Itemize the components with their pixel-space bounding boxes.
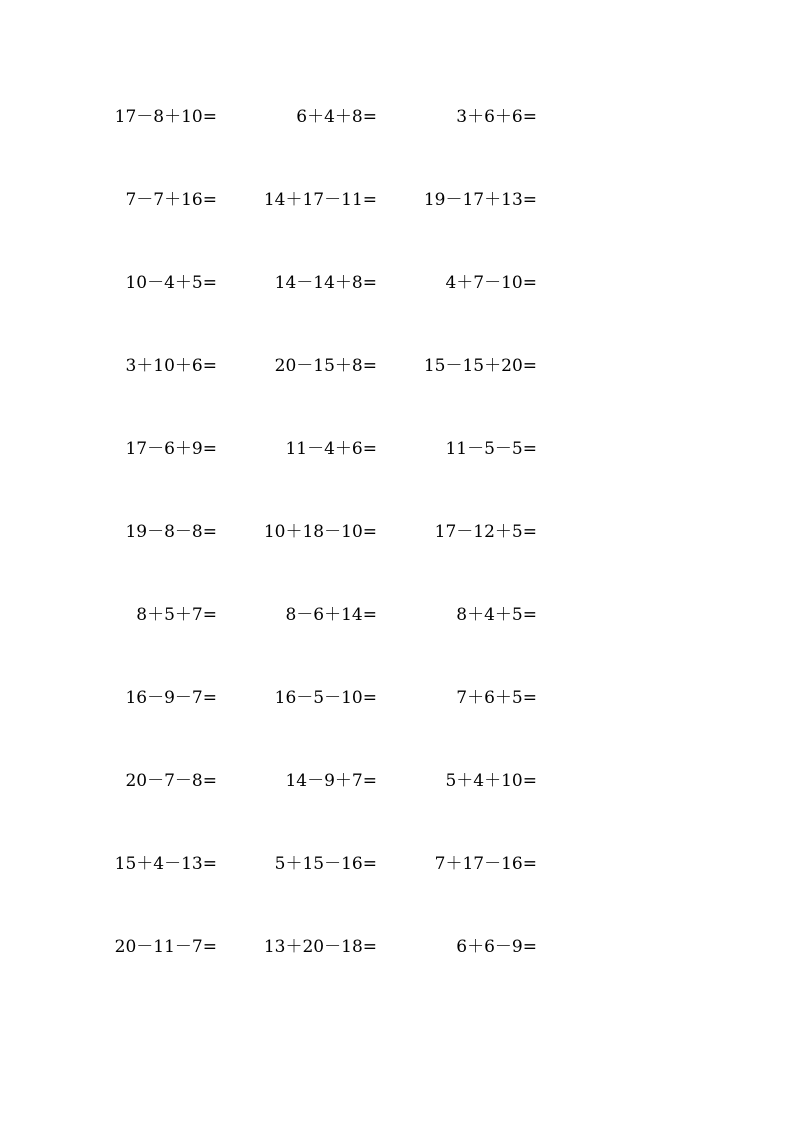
- exercise-item: 3＋6＋6=: [456, 107, 537, 127]
- exercise-item: 17－12＋5=: [434, 522, 537, 542]
- exercise-row: [0, 270, 794, 353]
- exercise-item: 17－8＋10=: [114, 107, 217, 127]
- exercise-item: 17－6＋9=: [125, 439, 217, 459]
- exercise-item: 14－9＋7=: [285, 771, 377, 791]
- exercise-row: [0, 602, 794, 685]
- exercise-item: 7＋6＋5=: [456, 688, 537, 708]
- exercise-item: 14＋17－11=: [263, 190, 377, 210]
- exercise-row: [0, 104, 794, 187]
- exercise-item: 14－14＋8=: [274, 273, 377, 293]
- exercise-item: 8＋4＋5=: [456, 605, 537, 625]
- exercise-item: 3＋10＋6=: [125, 356, 217, 376]
- exercise-item: 15＋4－13=: [114, 854, 217, 874]
- exercise-grid: [0, 104, 794, 1017]
- exercise-item: 6＋4＋8=: [296, 107, 377, 127]
- exercise-row: [0, 436, 794, 519]
- exercise-item: 20－7－8=: [125, 771, 217, 791]
- exercise-row: [0, 685, 794, 768]
- exercise-item: 15－15＋20=: [423, 356, 537, 376]
- exercise-row: [0, 519, 794, 602]
- exercise-item: 13＋20－18=: [263, 937, 377, 957]
- exercise-item: 7＋17－16=: [434, 854, 537, 874]
- exercise-item: 4＋7－10=: [445, 273, 537, 293]
- exercise-item: 20－11－7=: [114, 937, 217, 957]
- exercise-row: [0, 187, 794, 270]
- exercise-item: 5＋15－16=: [274, 854, 377, 874]
- exercise-item: 11－4＋6=: [285, 439, 377, 459]
- exercise-item: 8＋5＋7=: [136, 605, 217, 625]
- exercise-item: 20－15＋8=: [274, 356, 377, 376]
- exercise-item: 19－8－8=: [125, 522, 217, 542]
- exercise-item: 7－7＋16=: [125, 190, 217, 210]
- exercise-row: [0, 353, 794, 436]
- exercise-item: 6＋6－9=: [456, 937, 537, 957]
- exercise-item: 19－17＋13=: [423, 190, 537, 210]
- exercise-row: [0, 768, 794, 851]
- exercise-item: 16－5－10=: [274, 688, 377, 708]
- exercise-item: 5＋4＋10=: [445, 771, 537, 791]
- exercise-item: 11－5－5=: [445, 439, 537, 459]
- exercise-item: 10＋18－10=: [263, 522, 377, 542]
- exercise-row: [0, 934, 794, 1017]
- exercise-item: 16－9－7=: [125, 688, 217, 708]
- exercise-row: [0, 851, 794, 934]
- exercise-item: 8－6＋14=: [285, 605, 377, 625]
- exercise-item: 10－4＋5=: [125, 273, 217, 293]
